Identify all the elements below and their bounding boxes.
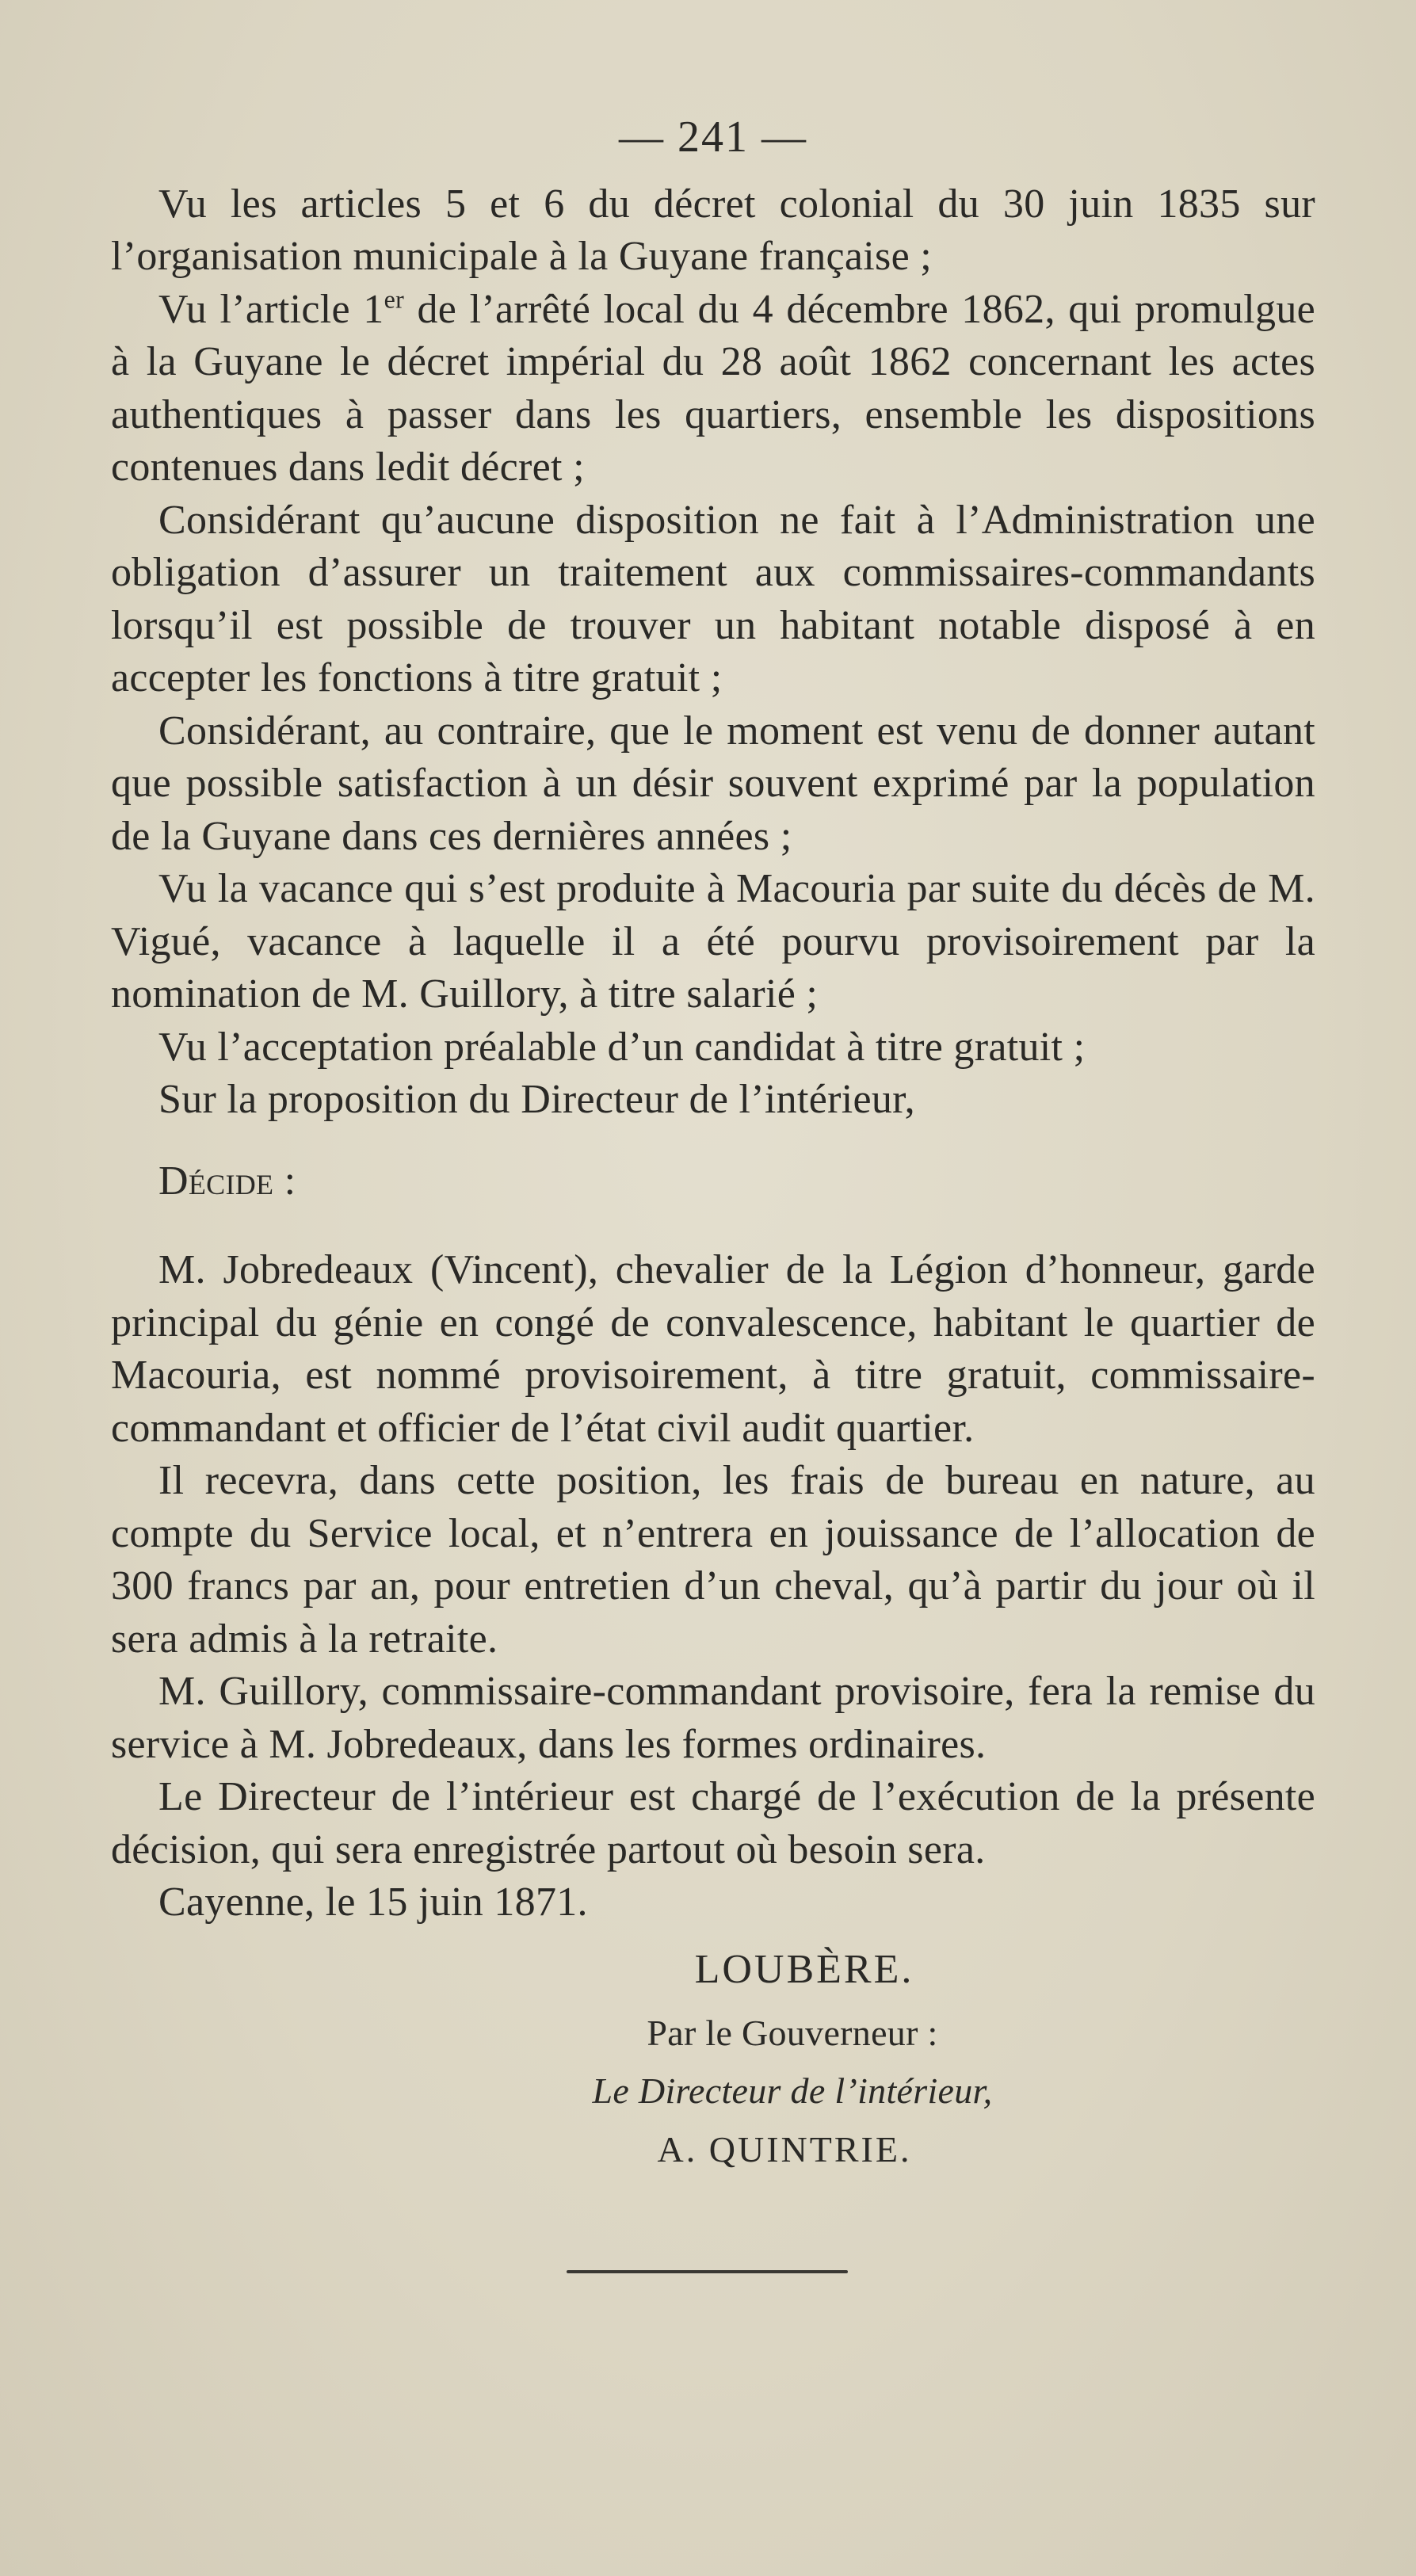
paragraph-considerant-2: Considérant, au contraire, que le moment est venu de donner autant que possible satisfaction à un désir souvent exprimé par la population de la Guyane dans ces dernières années ; [111,708,1315,859]
paragraph-allocation: Il recevra, dans cette position, les frais de bureau en nature, au compte du Service local, et n’entrera en jouissance de l’allocation de 300 francs par an, pour entretien d’un cheval, qu’à partir du jour où il sera admis à la retraite. [111,1458,1315,1662]
paragraph-remise-service: M. Guillory, commissaire-commandant provisoire, fera la remise du service à M. Jobredeaux, dans les formes ordinaires. [111,1669,1315,1767]
page-number: — 241 — [619,113,807,162]
paragraph-article-arrete [111,284,1315,494]
paragraph-articles-decree: Vu les articles 5 et 6 du décret colonial du 30 juin 1835 sur l’organisation municipale à la Guyane française ; [111,181,1315,279]
paragraph-nomination: M. Jobredeaux (Vincent), chevalier de la Légion d’honneur, garde principal du génie en congé de convalescence, habitant le quartier de Macouria, est nommé provisoirement, à titre gratuit, commissaire-commandant et officier de l’état civil audit quartier. [111,1247,1315,1451]
paragraph-considerant-1: Considérant qu’aucune disposition ne fait à l’Administration une obligation d’assurer un traitement aux commissaires-commandants lorsqu’il est possible de trouver un habitant notable disposé à en accepter les fonctions à titre gratuit ; [111,497,1315,700]
signature-block [111,1944,1315,2177]
by-governor-line: Par le Gouverneur : [647,2013,938,2053]
closing-rule [567,2270,848,2273]
paragraph-acceptation: Vu l’acceptation préalable d’un candidat à titre gratuit ; [158,1024,1086,1070]
paragraph-proposition: Sur la proposition du Directeur de l’intérieur, [158,1077,915,1122]
document-body [111,111,1315,2177]
decide-heading: Décide : [158,1158,296,1204]
director-title: Le Directeur de l’intérieur, [592,2070,993,2111]
article-ordinal-superscript: er [384,284,405,314]
signatory-name: LOUBÈRE. [694,1946,914,1992]
paragraph-date-place: Cayenne, le 15 juin 1871. [158,1880,588,1925]
article-text-rest: de l’arrêté local du 4 décembre 1862, qui promulgue à la Guyane le décret impérial du 28 août 1862 concernant les actes authentiques à passer dans les quartiers, ensemble les dispositions contenues dans ledit décret ; [111,286,1316,490]
paragraph-execution: Le Directeur de l’intérieur est chargé de l’exécution de la présente décision, qui sera enregistrée partout où besoin sera. [111,1774,1315,1872]
paragraph-vacance: Vu la vacance qui s’est produite à Macouria par suite du décès de M. Vigué, vacance à laquelle il a été pourvu provisoirement par la nomination de M. Guillory, à titre salarié ; [111,866,1315,1017]
article-text-start: Vu l’article 1 [158,286,384,332]
director-name: A. QUINTRIE. [657,2129,912,2170]
